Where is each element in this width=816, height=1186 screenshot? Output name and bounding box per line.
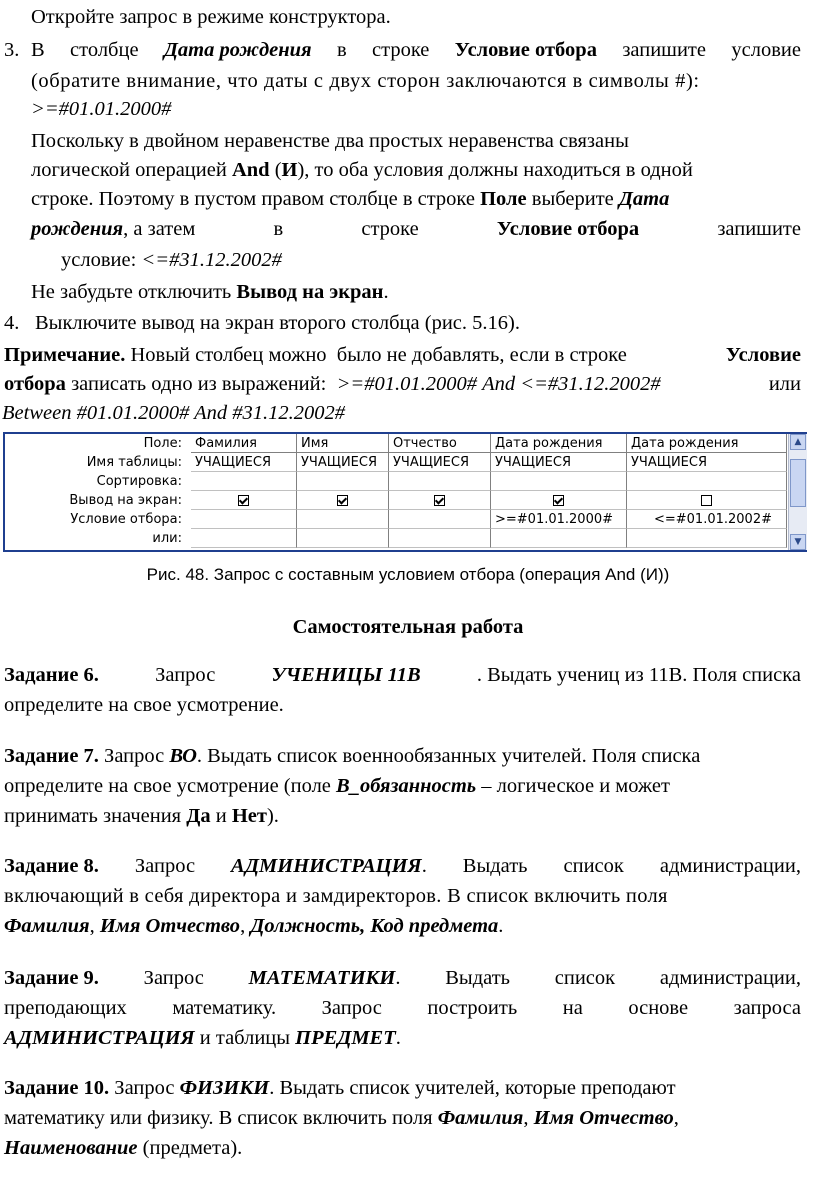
criteria-cell[interactable]: <=#01.01.2002# <box>627 510 787 529</box>
condition-1: >=#01.01.2000# <box>31 98 172 120</box>
criteria-cell[interactable] <box>297 510 389 529</box>
show-checkbox[interactable] <box>297 491 389 510</box>
row-name: Условие отбора <box>454 39 597 61</box>
intro-line: Откройте запрос в режиме конструктора. <box>31 6 391 28</box>
step3-line4: Поскольку в двойном неравенстве два простых неравенства связаны <box>31 130 629 152</box>
vertical-scrollbar[interactable] <box>788 434 807 550</box>
text-fragment: В <box>31 39 45 61</box>
show-checkbox[interactable] <box>389 491 491 510</box>
task10-line3: Наименование (предмета). <box>4 1137 243 1159</box>
note-line2: отбора записать одно из выражений: >=#01.01.2000# And <=#31.12.2002# или <box>4 373 801 395</box>
step4-text: Выключите вывод на экран второго столбца (рис. 5.16). <box>35 312 520 334</box>
grid-row-label: Вывод на экран: <box>69 493 182 508</box>
grid-row-label: Условие отбора: <box>70 512 182 527</box>
task8-line2: включающий в себя директора и замдиректоров. В список включить поля <box>4 885 668 907</box>
sort-cell[interactable] <box>191 472 297 491</box>
query-design-grid <box>3 432 807 552</box>
task7-line1: Задание 7. Запрос ВО. Выдать список военнообязанных учителей. Поля списка <box>4 745 701 767</box>
note-expr2: Between #01.01.2000# And #31.12.2002# <box>2 402 345 424</box>
sort-cell[interactable] <box>491 472 627 491</box>
sort-cell[interactable] <box>627 472 787 491</box>
scroll-down-icon[interactable]: ▼ <box>790 534 806 550</box>
step3-line7: рождения, а затем в строке Условие отбора запишите <box>31 218 801 240</box>
grid-row-label: Поле: <box>143 436 182 451</box>
task8-line3: Фамилия, Имя Отчество, Должность, Код предмета. <box>4 915 504 937</box>
grid-row-label: Сортировка: <box>96 474 182 489</box>
or-cell[interactable] <box>191 529 297 548</box>
grid-row-labels <box>5 434 188 550</box>
show-checkbox[interactable] <box>191 491 297 510</box>
step-number: 4. <box>4 312 20 334</box>
table-cell[interactable]: УЧАЩИЕСЯ <box>491 453 627 472</box>
grid-row-label: или: <box>152 531 182 546</box>
field-name: Дата рождения <box>163 39 312 61</box>
table-cell[interactable]: УЧАЩИЕСЯ <box>627 453 787 472</box>
task6-line2: определите на свое усмотрение. <box>4 694 284 716</box>
grid-row-label: Имя таблицы: <box>86 455 182 470</box>
task9-line2: преподающих математику. Запрос построить на основе запроса <box>4 997 801 1019</box>
figure-caption: Рис. 48. Запрос с составным условием отбора (операция And (И)) <box>146 565 670 584</box>
show-checkbox[interactable] <box>491 491 627 510</box>
text-fragment: (обратите внимание, что даты с двух сторон заключаются в символы #): <box>31 70 700 92</box>
field-cell[interactable]: Дата рождения <box>491 434 627 453</box>
checked-checkbox-icon[interactable] <box>434 495 445 506</box>
scroll-up-icon[interactable]: ▲ <box>790 434 806 450</box>
task10-line2: математику или физику. В список включить поля Фамилия, Имя Отчество, <box>4 1107 679 1129</box>
table-cell[interactable]: УЧАЩИЕСЯ <box>389 453 491 472</box>
or-cell[interactable] <box>297 529 389 548</box>
task7-line2: определите на свое усмотрение (поле В_обязанность – логическое и может <box>4 775 670 797</box>
task9-line1: Задание 9. Запрос МАТЕМАТИКИ. Выдать список администрации, <box>4 967 801 989</box>
field-cell[interactable]: Дата рождения <box>627 434 787 453</box>
or-cell[interactable] <box>491 529 627 548</box>
grid-columns <box>191 434 791 550</box>
note-line1: Примечание. Новый столбец можно было не добавлять, если в строке Условие <box>4 344 801 366</box>
text-fragment: в <box>336 39 347 61</box>
table-cell[interactable]: УЧАЩИЕСЯ <box>297 453 389 472</box>
task10-line1: Задание 10. Запрос ФИЗИКИ. Выдать список учителей, которые преподают <box>4 1077 676 1099</box>
step3-line9: Не забудьте отключить Вывод на экран. <box>31 281 389 303</box>
criteria-cell[interactable] <box>389 510 491 529</box>
table-cell[interactable]: УЧАЩИЕСЯ <box>191 453 297 472</box>
field-cell[interactable]: Фамилия <box>191 434 297 453</box>
show-checkbox[interactable] <box>627 491 787 510</box>
text-fragment: запишите <box>622 39 706 61</box>
step3-line8: условие: <=#31.12.2002# <box>61 249 282 271</box>
field-cell[interactable]: Имя <box>297 434 389 453</box>
step3-line2 <box>31 68 801 94</box>
task9-line3: АДМИНИСТРАЦИЯ и таблицы ПРЕДМЕТ. <box>4 1027 401 1049</box>
sort-cell[interactable] <box>297 472 389 491</box>
field-cell[interactable]: Отчество <box>389 434 491 453</box>
checked-checkbox-icon[interactable] <box>337 495 348 506</box>
text-fragment: столбце <box>70 39 139 61</box>
task7-line3: принимать значения Да и Нет). <box>4 805 279 827</box>
text-fragment: условие <box>731 39 801 61</box>
text-fragment: строке <box>372 39 430 61</box>
or-cell[interactable] <box>627 529 787 548</box>
sort-cell[interactable] <box>389 472 491 491</box>
section-title: Самостоятельная работа <box>292 616 524 638</box>
task8-line1: Задание 8. Запрос АДМИНИСТРАЦИЯ. Выдать список администрации, <box>4 855 801 877</box>
criteria-cell[interactable] <box>191 510 297 529</box>
task6-line1: Задание 6. Запрос УЧЕНИЦЫ 11В . Выдать учениц из 11В. Поля списка <box>4 664 801 686</box>
step3-line1 <box>31 37 801 63</box>
step-number: 3. <box>4 39 20 61</box>
criteria-cell[interactable]: >=#01.01.2000# <box>491 510 627 529</box>
checked-checkbox-icon[interactable] <box>238 495 249 506</box>
condition-2: <=#31.12.2002# <box>141 249 282 271</box>
scroll-thumb[interactable] <box>790 459 806 507</box>
or-cell[interactable] <box>389 529 491 548</box>
unchecked-checkbox-icon[interactable] <box>701 495 712 506</box>
step3-line5: логической операцией And (И), то оба условия должны находиться в одной <box>31 159 693 181</box>
step3-line6: строке. Поэтому в пустом правом столбце в строке Поле выберите Дата <box>31 188 670 210</box>
checked-checkbox-icon[interactable] <box>553 495 564 506</box>
